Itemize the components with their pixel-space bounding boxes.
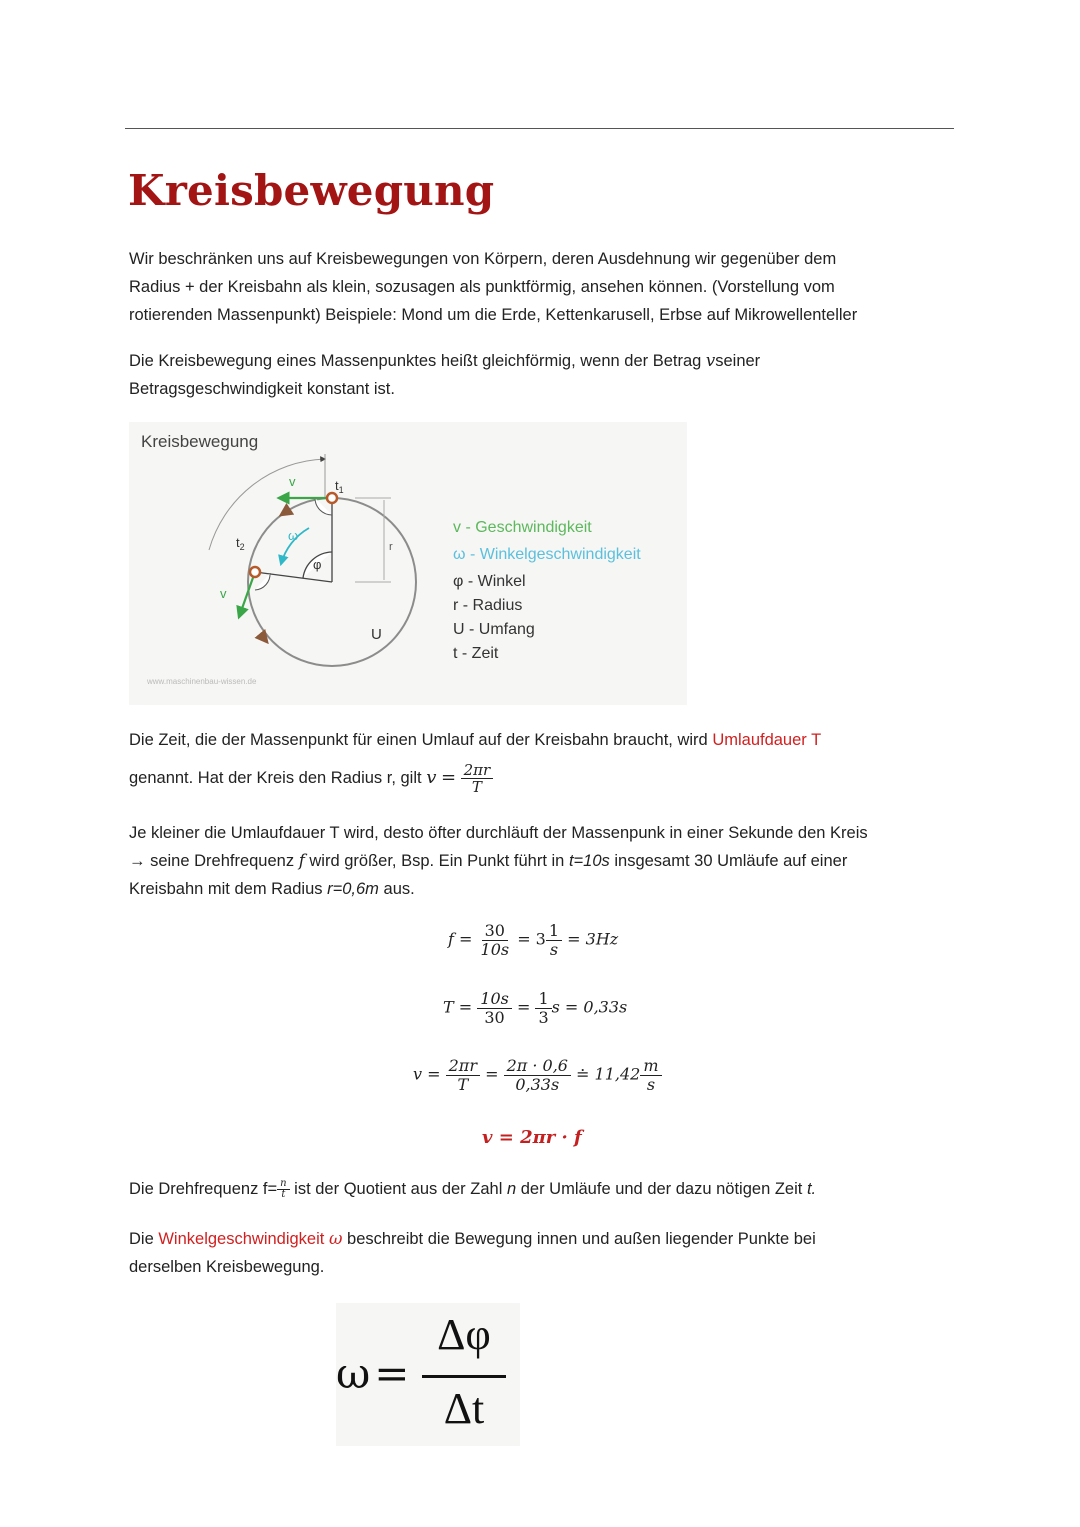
figure-svg <box>129 422 687 705</box>
point-t2 <box>250 567 260 577</box>
intro-line-3: rotierenden Massenpunkt) Beispiele: Mond um die Erde, Kettenkarusell, Erbse auf Mikrowellenteller <box>129 306 858 324</box>
term-winkelgeschwindigkeit: Winkelgeschwindigkeit <box>158 1230 325 1248</box>
omega-lhs: ω= <box>336 1349 410 1398</box>
intro-line-2: Radius + der Kreisbahn als klein, sozusagen als punktförmig, ansehen können. (Vorstellung vom <box>129 278 835 296</box>
omega-numerator: Δφ <box>437 1310 491 1359</box>
frequency-paragraph <box>129 819 959 903</box>
formula-v-2pirf: v = 2πr · f <box>482 1127 582 1148</box>
uniform-paragraph <box>129 347 959 403</box>
direction-arrow-bottom <box>262 636 267 642</box>
top-rule <box>125 128 954 129</box>
omega-label: ω <box>288 528 299 543</box>
omega-fraction-bar <box>422 1375 506 1378</box>
period-paragraph <box>129 726 959 754</box>
legend-angular-velocity: ω - Winkelgeschwindigkeit <box>453 546 641 563</box>
frequency-line-1: Je kleiner die Umlaufdauer T wird, desto öfter durchläuft der Massenpunk in einer Sekunde den Kreis <box>129 824 868 842</box>
angular-line-2: derselben Kreisbewegung. <box>129 1258 325 1276</box>
equation-period: T = $\frac{10s}{30}$ = $\frac{1}{3}$ s = 0,33s <box>443 989 628 1027</box>
v-label-t1: v <box>289 474 296 489</box>
figure-watermark: www.maschinenbau-wissen.de <box>147 677 257 686</box>
legend-circumference: U - Umfang <box>453 621 535 638</box>
period-line-1: Die Zeit, die der Massenpunkt für einen Umlauf auf der Kreisbahn braucht, wird Umlaufdauer T <box>129 731 822 749</box>
uniform-line-1: Die Kreisbewegung eines Massenpunktes heißt gleichförmig, wenn der Betrag vseiner <box>129 351 761 370</box>
omega-formula <box>336 1303 520 1446</box>
equation-frequency: f = $\frac{30}{10s}$ = 3 $\frac{1}{s}$ = 3Hz <box>448 921 619 959</box>
v-fraction: $\frac{2\pi r}{T}$ <box>461 762 494 796</box>
phi-label: φ <box>313 557 322 572</box>
t1-label: $t_1$ <box>335 478 344 495</box>
intro-paragraph <box>129 245 959 329</box>
figure-legend <box>453 519 641 662</box>
point-t1 <box>327 493 337 503</box>
v-symbol: v <box>426 767 437 788</box>
circular-motion-figure <box>129 422 687 705</box>
outer-arc <box>209 459 325 550</box>
period-line-2: genannt. Hat der Kreis den Radius r, gilt v = $\frac{2\pi r}{T}$ <box>129 754 959 802</box>
angular-paragraph <box>129 1225 959 1281</box>
page-title: Kreisbewegung <box>128 166 495 215</box>
U-label: U <box>371 626 382 643</box>
equation-velocity: v = $\frac{2\pi r}{T}$ = $\frac{2\pi \cdot 0,6}{0,33s}$ ≐ 11,42 $\frac{m}{s}$ <box>413 1057 662 1093</box>
frequency-line-3: Kreisbahn mit dem Radius r=0,6m aus. <box>129 880 415 898</box>
t2-label: $t_2$ <box>236 535 245 552</box>
intro-line-1: Wir beschränken uns auf Kreisbewegungen von Körpern, deren Ausdehnung wir gegenüber dem <box>129 250 837 268</box>
frequency-line-2: → seine Drehfrequenz f wird größer, Bsp. Ein Punkt führt in t=10s insgesamt 30 Umläufe auf einer <box>129 851 848 870</box>
drehfrequenz-paragraph: Die Drehfrequenz f= $\frac{n}{t}$ ist der Quotient aus der Zahl n der Umläufe und der dazu nötigen Zeit t. <box>129 1178 817 1201</box>
figure-title: Kreisbewegung <box>141 432 259 451</box>
legend-radius: r - Radius <box>453 597 523 614</box>
omega-denominator: Δt <box>443 1384 485 1433</box>
angular-line-1: Die Winkelgeschwindigkeit ω beschreibt die Bewegung innen und außen liegender Punkte bei <box>129 1229 816 1248</box>
uniform-line-2: Betragsgeschwindigkeit konstant ist. <box>129 380 395 398</box>
legend-velocity: v - Geschwindigkeit <box>453 519 592 536</box>
r-label: r <box>389 541 393 553</box>
legend-angle: φ - Winkel <box>453 573 526 590</box>
v-label-t2: v <box>220 586 227 601</box>
term-umlaufdauer: Umlaufdauer T <box>712 731 822 749</box>
legend-time: t - Zeit <box>453 645 499 662</box>
direction-arrow-top <box>281 511 287 515</box>
